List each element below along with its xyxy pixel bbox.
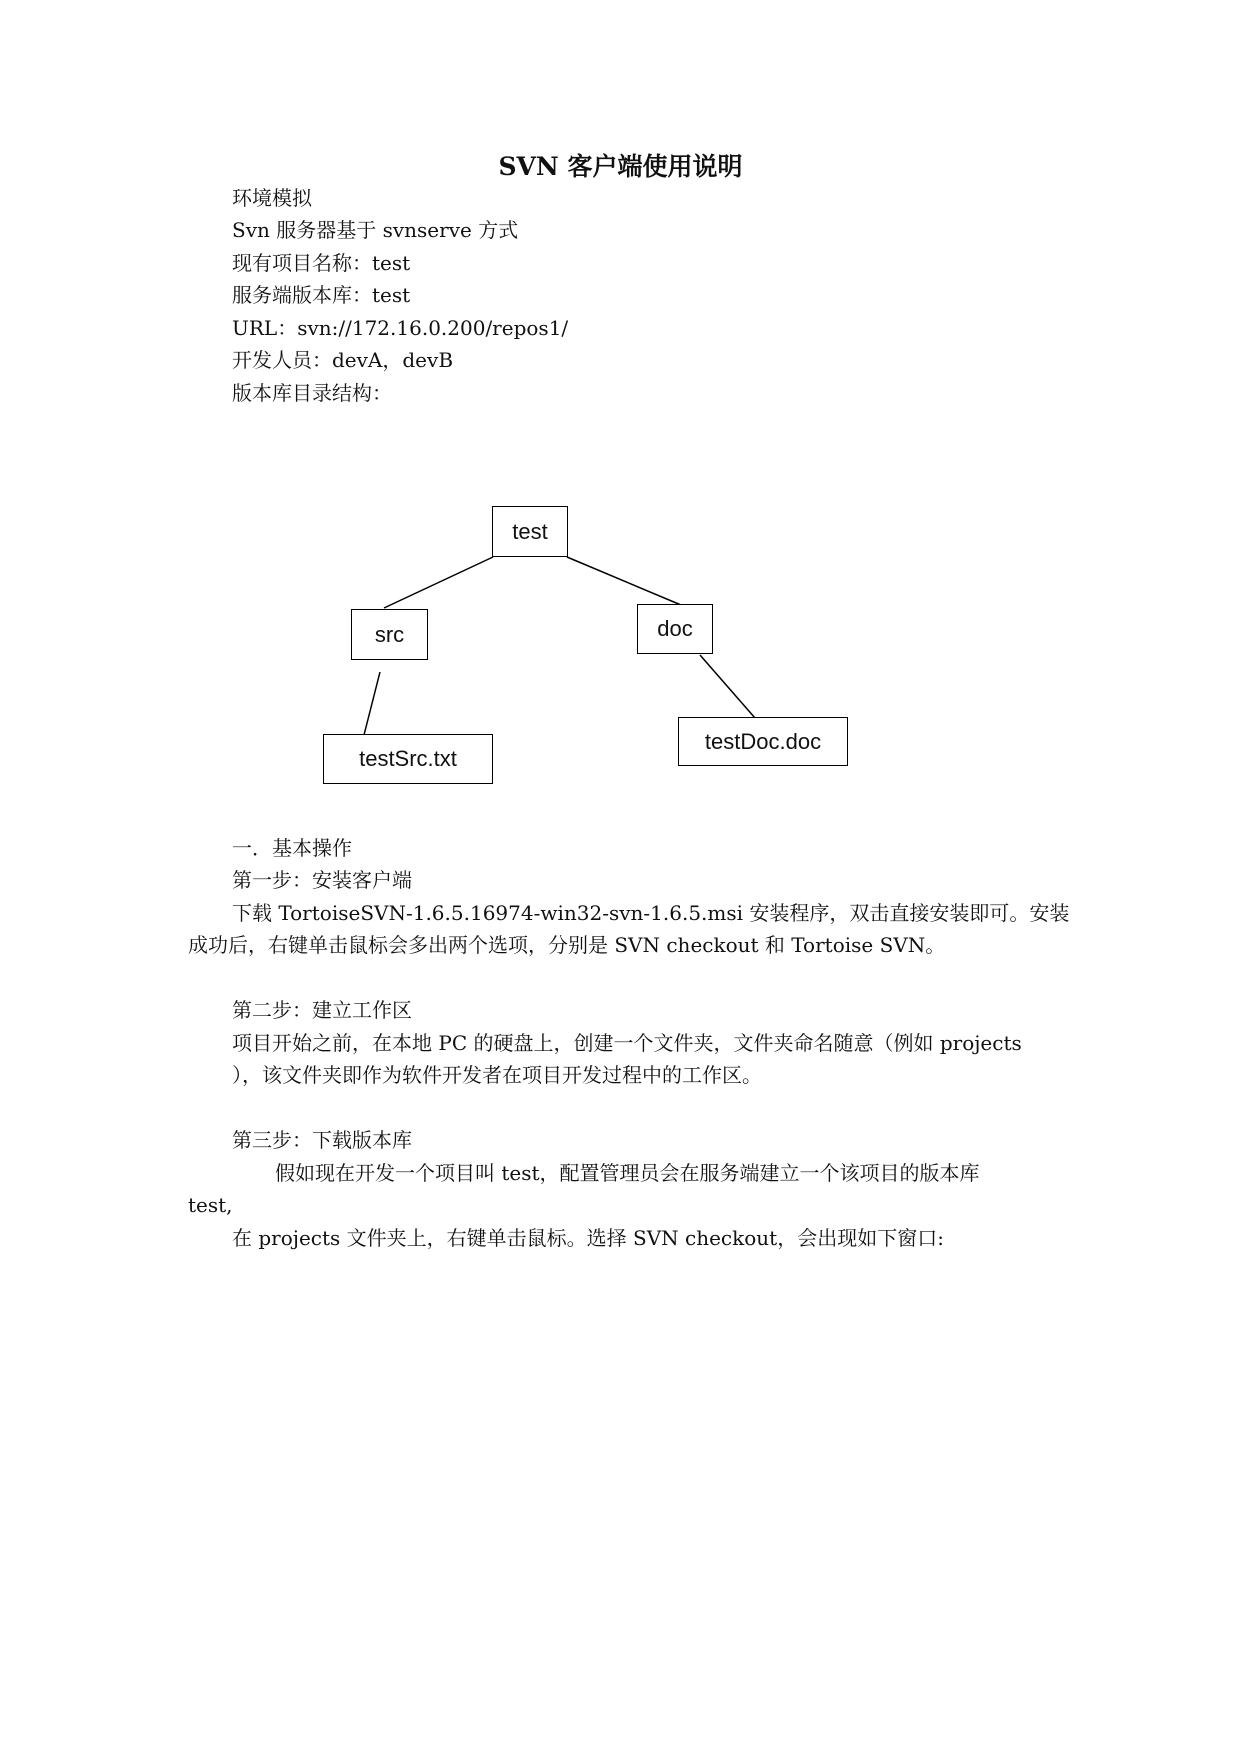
- tree-node-src-file: testSrc.txt: [323, 734, 493, 784]
- step2-line1: 项目开始之前，在本地 PC 的硬盘上，创建一个文件夹，文件夹命名随意（例如 projects: [232, 1031, 1022, 1055]
- step2-line2: ），该文件夹即作为软件开发者在项目开发过程中的工作区。: [232, 1063, 762, 1087]
- tree-node-src: src: [351, 609, 428, 660]
- step2-title: 第二步：建立工作区: [232, 998, 412, 1022]
- step3-line1: 假如现在开发一个项目叫 test，配置管理员会在服务端建立一个该项目的版本库: [275, 1161, 980, 1185]
- edge-test-doc: [567, 557, 681, 605]
- env-structure: 版本库目录结构：: [232, 381, 392, 405]
- step3-title: 第三步：下载版本库: [232, 1128, 412, 1152]
- step1-line1: 下载 TortoiseSVN-1.6.5.16974-win32-svn-1.6.5.msi 安装程序，双击直接安装即可。安装: [232, 901, 1070, 925]
- step1-line2: 成功后，右键单击鼠标会多出两个选项，分别是 SVN checkout 和 Tortoise SVN。: [188, 933, 946, 957]
- env-devs: 开发人员：devA，devB: [232, 348, 454, 372]
- step3-line2: test,: [188, 1193, 233, 1217]
- env-repo: 服务端版本库：test: [232, 283, 411, 307]
- tree-node-doc-file: testDoc.doc: [678, 717, 848, 766]
- page-title: SVN 客户端使用说明: [498, 152, 743, 181]
- step3-line3: 在 projects 文件夹上，右键单击鼠标。选择 SVN checkout，会出现如下窗口:: [232, 1226, 944, 1250]
- edge-src-file: [364, 672, 380, 735]
- step1-title: 第一步：安装客户端: [232, 868, 412, 892]
- edge-doc-file: [700, 655, 755, 718]
- env-server: Svn 服务器基于 svnserve 方式: [232, 218, 519, 242]
- section-heading: 一．基本操作: [232, 836, 352, 860]
- edge-test-src: [384, 557, 493, 608]
- env-heading: 环境模拟: [232, 186, 312, 210]
- tree-node-root: test: [492, 506, 568, 557]
- tree-node-doc: doc: [637, 604, 713, 654]
- env-project: 现有项目名称：test: [232, 251, 411, 275]
- env-url: URL：svn://172.16.0.200/repos1/: [232, 316, 569, 340]
